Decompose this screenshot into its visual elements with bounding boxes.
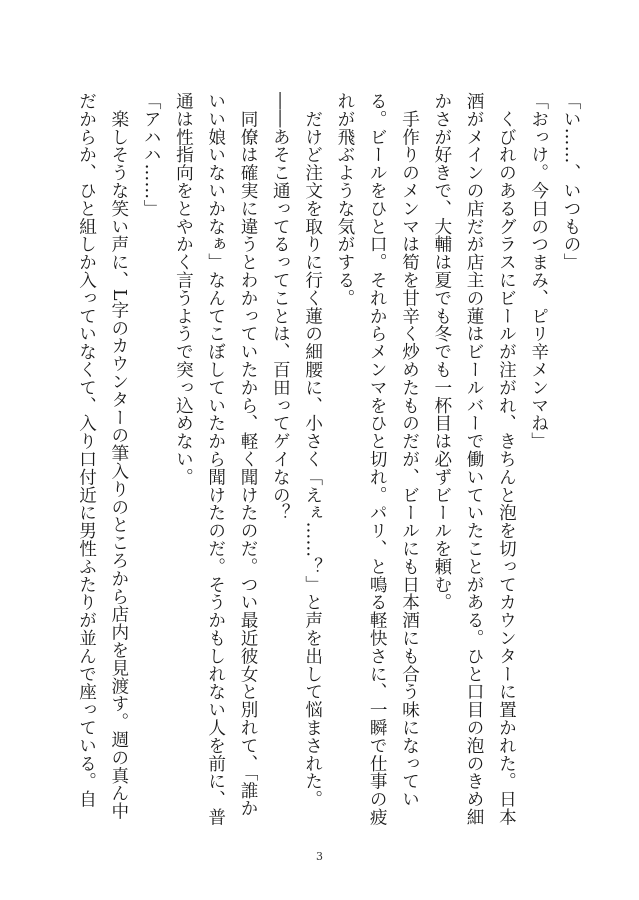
paragraph: 「おっけ。今日のつまみ、ピリ辛メンマね」: [528, 92, 549, 450]
paragraph: くびれのあるグラスにビールが注がれ、きちんと泡を切ってカウンターに置かれた。日本酒がメインの店だが店主の蓮はビールバーで働いていたことがある。ひと口目の泡のきめ細かさが好きで、大輔は夏でも冬でも一杯目は必ずビールを頼む。: [431, 92, 517, 826]
page-number: 3: [316, 850, 323, 863]
paragraph: 同僚は確実に違うとわかっていたから、軽く聞けたのだ。つい最近彼女と別れて、「誰かいい娘いないかなぁ」なんてこぼしていたから聞けたのだ。そうかもしれない人を前に、普通は性指向をとやかく言うようで突っ込めない。: [173, 92, 259, 826]
paragraph: ――あそこ通ってるってことは、百田ってゲイなの？: [270, 92, 291, 522]
vertical-text-body: [47, 92, 587, 834]
paragraph: だけど注文を取りに行く蓮の細腰に、小さく「えぇ……？」と声を出して悩まされた。: [302, 92, 323, 808]
paragraph: 「アハハ……」: [141, 92, 162, 218]
paragraph: 楽しそうな笑い声に、L字のカウンターの筆入りのところから店内を見渡す。週の真ん中だからか、ひと組しか入っていなくて、入り口付近に男性ふたりが並んで座っている。自: [76, 92, 129, 820]
paragraph: 「い……、いつもの」: [561, 92, 581, 271]
paragraph: 手作りのメンマは筍を甘辛く炒めたものだが、ビールにも日本酒にも合う味になっている。ビールをひと口。それからメンマをひと切れ。パリ、と鳴る軽快さに、一瞬で仕事の疲れが飛ぶような気がする。: [334, 92, 420, 826]
